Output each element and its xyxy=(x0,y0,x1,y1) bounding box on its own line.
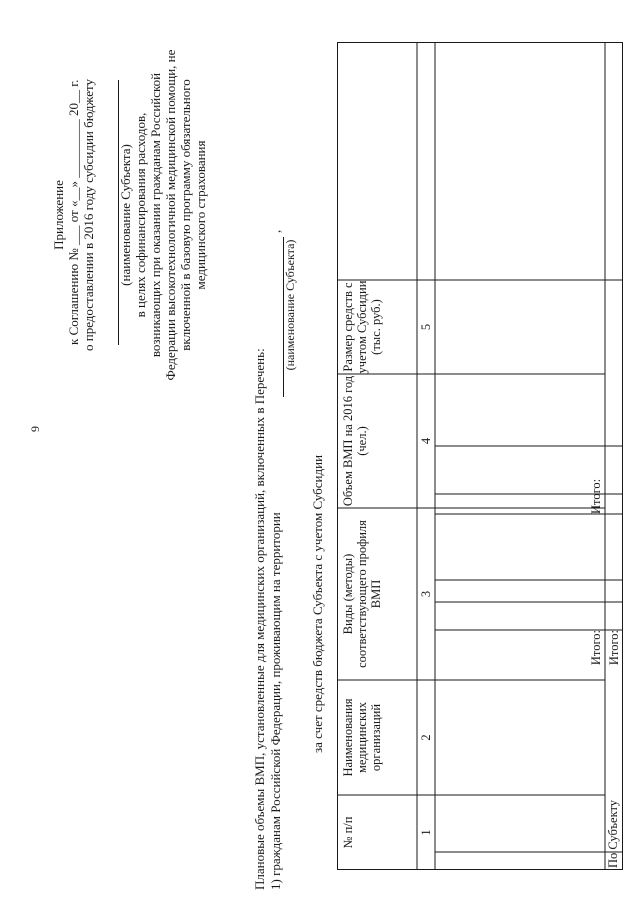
column-number: 5 xyxy=(419,323,433,331)
header-row-number: № п/п xyxy=(341,816,355,849)
appendix-subsidy-line: о предоставлении в 2016 году субсидии бюджету xyxy=(81,78,96,352)
header-volume: Объем ВМП на 2016 год (чел.) xyxy=(341,375,369,507)
total-label: Итого: xyxy=(589,630,603,666)
column-number: 2 xyxy=(419,734,433,741)
page-number: 9 xyxy=(28,426,42,432)
header-methods: Виды (методы) соответствующего профиля ВМП xyxy=(341,520,383,668)
purpose-line: Федерации высокотехнологичной медицинской помощи, не xyxy=(163,49,178,381)
total-label: Итого: xyxy=(607,630,621,666)
subject-total-label: По Субъекту xyxy=(606,799,620,868)
purpose-line: медицинского страхования xyxy=(193,140,208,290)
column-number: 1 xyxy=(419,829,433,836)
header-organizations: Наименования медицинских организаций xyxy=(341,698,383,777)
vmp-volume-table xyxy=(337,42,623,870)
purpose-line: возникающих при оказании гражданам Российской xyxy=(148,72,163,358)
territory-caption: (наименование Субъекта) xyxy=(283,239,297,371)
section-heading: Плановые объемы ВМП, установленные для медицинских организаций, включенных в Перечень: xyxy=(252,348,267,890)
section-subheading: 1) гражданам Российской Федерации, проживающим на территории xyxy=(268,512,283,890)
purpose-line: включенной в базовую программу обязательного xyxy=(178,79,193,351)
territory-comma: , xyxy=(268,229,283,233)
appendix-agreement-line: к Соглашению № ___ от «__» _________ 20__ г. xyxy=(66,79,81,345)
column-number: 3 xyxy=(419,590,433,598)
purpose-line: в целях софинансирования расходов, xyxy=(133,112,148,318)
column-number: 4 xyxy=(419,437,433,445)
funding-source-line: за счет средств бюджета Субъекта с учетом Субсидии xyxy=(310,454,325,753)
appendix-title: Приложение xyxy=(51,180,66,250)
total-label: Итого: xyxy=(589,478,603,514)
header-funds: Размер средств с учетом Субсидии (тыс. руб.) xyxy=(341,280,383,374)
subject-name-caption: (наименование Субъекта) xyxy=(118,144,133,286)
